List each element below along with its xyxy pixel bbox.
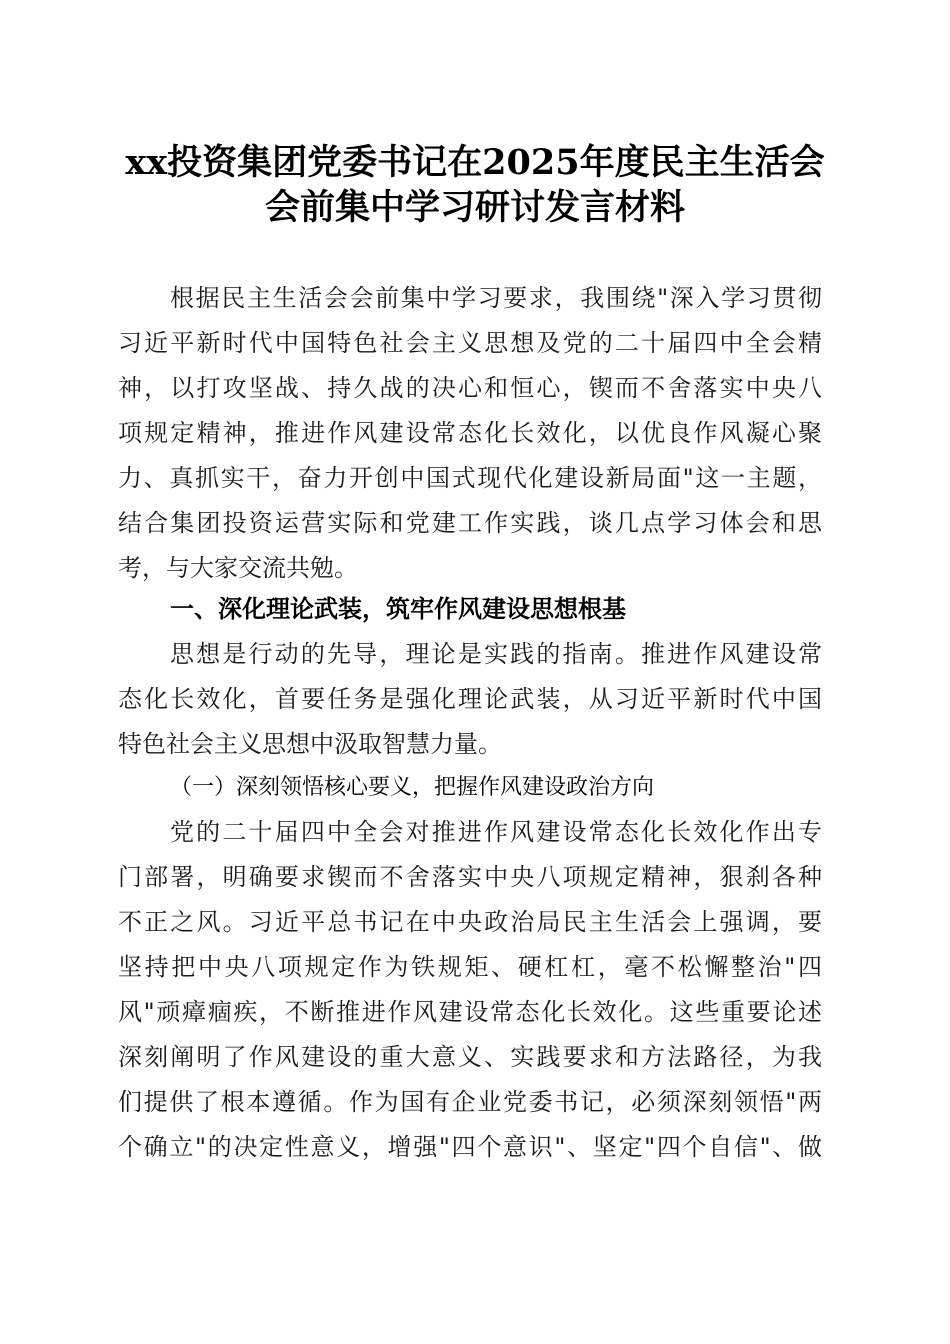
paragraph-line: 党的二十届四中全会对推进作风建设常态化长效化作出专 <box>170 818 822 846</box>
document-title-line-2: 会前集中学习研讨发言材料 <box>264 187 685 228</box>
paragraph-line: 不正之风。习近平总书记在中央政治局民主生活会上强调，要 <box>118 908 822 936</box>
paragraph-line: 思想是行动的先导，理论是实践的指南。推进作风建设常 <box>170 640 822 668</box>
paragraph-line: 门部署，明确要求锲而不舍落实中央八项规定精神，狠刹各种 <box>118 863 822 891</box>
paragraph-line: 神，以打攻坚战、持久战的决心和恒心，锲而不舍落实中央八 <box>118 374 822 402</box>
paragraph-line: 项规定精神，推进作风建设常态化长效化，以优良作风凝心聚 <box>118 419 822 447</box>
paragraph-line: 特色社会主义思想中汲取智慧力量。 <box>118 730 502 758</box>
intro-paragraph <box>118 276 822 591</box>
paragraph-line: 考，与大家交流共勉。 <box>118 554 358 582</box>
paragraph-line: 个确立"的决定性意义，增强"四个意识"、坚定"四个自信"、做 <box>118 1133 822 1161</box>
document-title-line-1: xx投资集团党委书记在2025年度民主生活会 <box>125 142 825 183</box>
paragraph-line: 结合集团投资运营实际和党建工作实践，谈几点学习体会和思 <box>118 509 822 537</box>
paragraph-line: 力、真抓实干，奋力开创中国式现代化建设新局面"这一主题， <box>118 464 822 492</box>
section-heading: 一、深化理论武装，筑牢作风建设思想根基 <box>170 595 626 623</box>
subsection1-paragraph <box>118 810 822 1170</box>
section1-paragraph <box>118 632 822 767</box>
paragraph-line: 习近平新时代中国特色社会主义思想及党的二十届四中全会精 <box>118 329 822 357</box>
paragraph-line: 态化长效化，首要任务是强化理论武装，从习近平新时代中国 <box>118 685 822 713</box>
subsection-heading: （一）深刻领悟核心要义，把握作风建设政治方向 <box>170 775 655 800</box>
paragraph-line: 深刻阐明了作风建设的重大意义、实践要求和方法路径，为我 <box>118 1043 822 1071</box>
paragraph-line: 坚持把中央八项规定作为铁规矩、硬杠杠，毫不松懈整治"四 <box>118 953 822 981</box>
paragraph-line: 风"顽瘴痼疾，不断推进作风建设常态化长效化。这些重要论述 <box>118 998 822 1026</box>
paragraph-line: 们提供了根本遵循。作为国有企业党委书记，必须深刻领悟"两 <box>118 1088 822 1116</box>
paragraph-line: 根据民主生活会会前集中学习要求，我围绕"深入学习贯彻 <box>170 284 822 312</box>
